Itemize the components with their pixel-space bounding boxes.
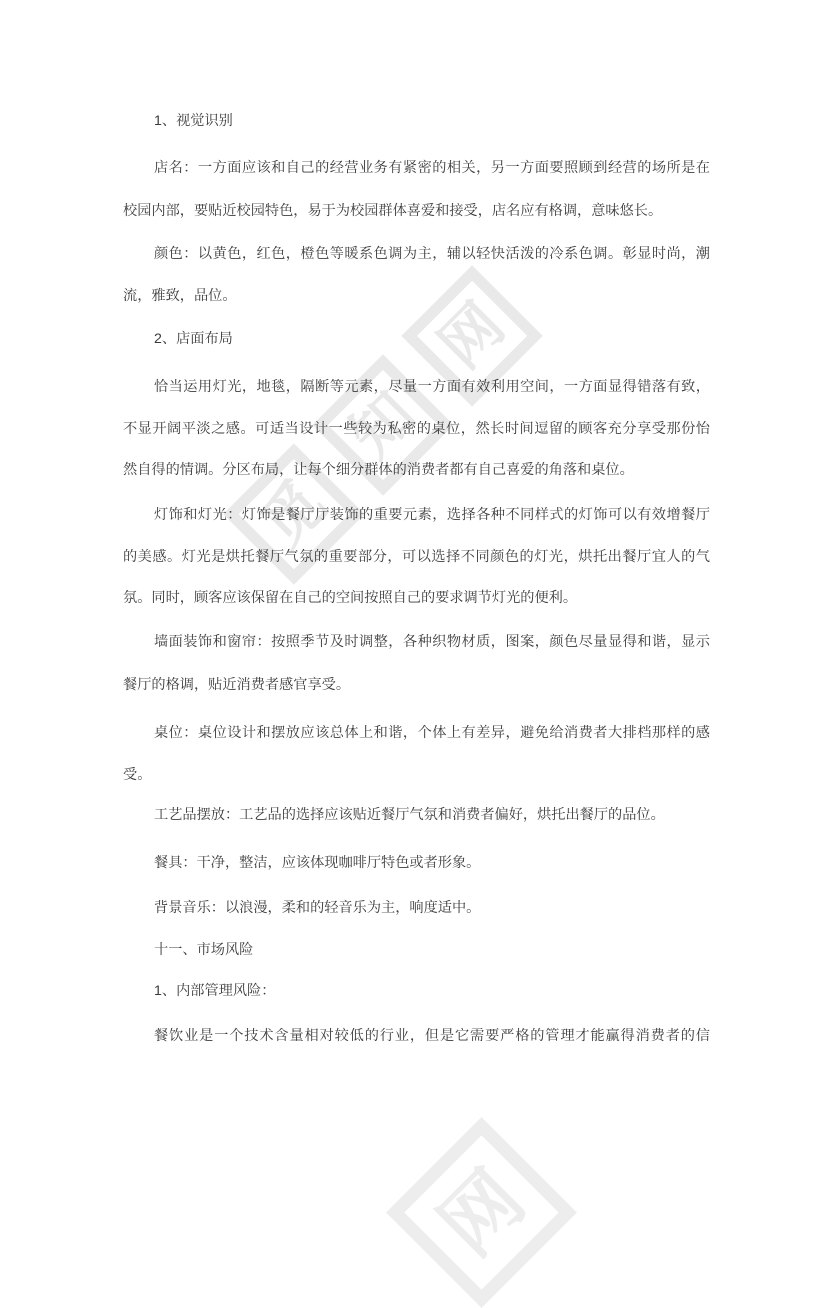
text-line: 校园内部，要贴近校园特色，易于为校园群体喜爱和接受，店名应有格调，意味悠长。 [123,203,663,219]
heading-store-layout: 2、店面布局 [154,331,233,347]
text-line: 的美感。灯光是烘托餐厅气氛的重要部分，可以选择不同颜色的灯光，烘托出餐厅宜人的气 [123,549,710,565]
text-line: 餐具：干净，整洁，应该体现咖啡厅特色或者形象。 [154,855,481,871]
text-line: 受。 [123,767,152,783]
text-line: 流，雅致，品位。 [123,288,237,304]
text-line: 不显开阔平淡之感。可适当设计一些较为私密的桌位，然长时间逗留的顾客充分享受那份怡 [123,421,710,437]
text-line: 恰当运用灯光，地毯，隔断等元素，尽量一方面有效利用空间，一方面显得错落有致， [154,379,710,395]
watermark-tile-wang: 网 [401,265,542,406]
heading-visual-identity: 1、视觉识别 [154,113,233,129]
text-line: 餐厅的格调，贴近消费者感官享受。 [123,677,351,693]
heading-internal-management-risk: 1、内部管理风险： [154,983,276,999]
text-line: 灯饰和灯光：灯饰是餐厅厅装饰的重要元素，选择各种不同样式的灯饰可以有效增餐厅 [154,507,710,523]
text-line: 桌位：桌位设计和摆放应该总体上和谐，个体上有差异，避免给消费者大排档那样的感 [154,725,710,741]
watermark-partial-bottom: 网 [386,1117,577,1308]
text-line: 墙面装饰和窗帘：按照季节及时调整，各种织物材质，图案，颜色尽量显得和谐，显示 [154,634,710,650]
text-line: 然自得的情调。分区布局，让每个细分群体的消费者都有自己喜爱的角落和桌位。 [123,462,634,478]
text-line: 颜色：以黄色，红色，橙色等暖系色调为主，辅以轻快活泼的冷系色调。彰显时尚，潮 [154,246,710,262]
text-line: 餐饮业是一个技术含量相对较低的行业，但是它需要严格的管理才能赢得消费者的信 [154,1028,710,1044]
watermark-tile-zhi: 知 [312,354,453,495]
watermark-tile-mi: 觅 [223,443,364,584]
text-line: 氛。同时，顾客应该保留在自己的空间按照自己的要求调节灯光的便利。 [123,590,578,606]
text-line: 店名：一方面应该和自己的经营业务有紧密的相关，另一方面要照顾到经营的场所是在 [154,160,710,176]
text-line: 工艺品摆放：工艺品的选择应该贴近餐厅气氛和消费者偏好，烘托出餐厅的品位。 [154,807,665,823]
text-line: 背景音乐：以浪漫，柔和的轻音乐为主，响度适中。 [154,900,481,916]
heading-market-risk: 十一、市场风险 [154,942,254,958]
